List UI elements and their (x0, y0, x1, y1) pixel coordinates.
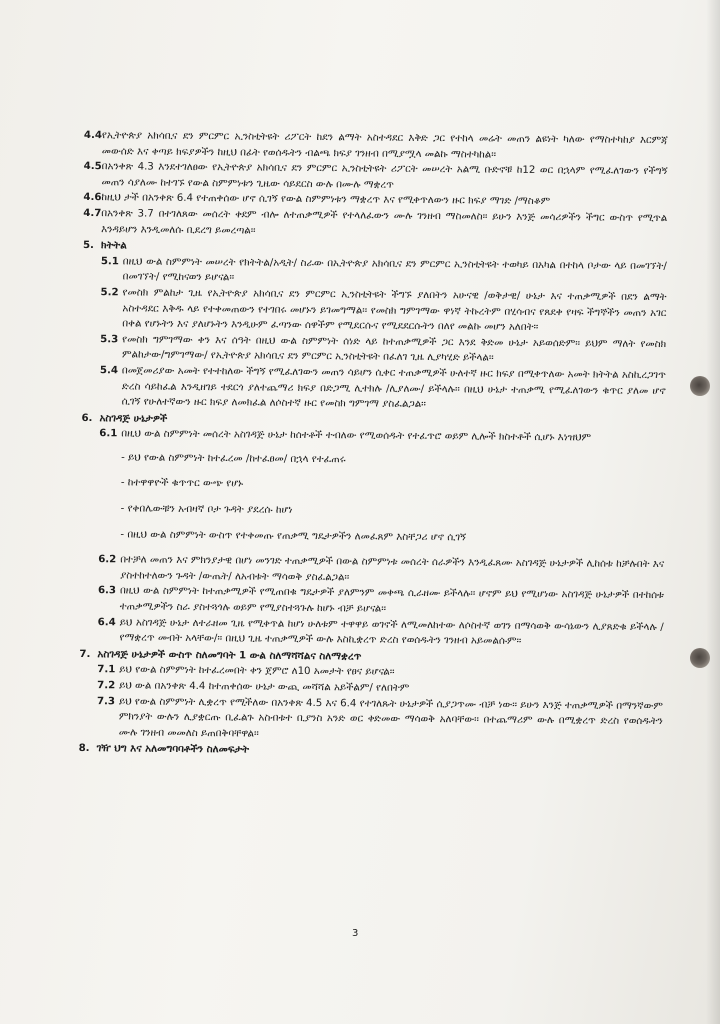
clause-number: 5. (82, 240, 94, 252)
clause-number: 4.4 (83, 129, 103, 142)
clause-number: 6.1 (99, 428, 118, 440)
clause (79, 615, 663, 651)
clause-number: 7.2 (97, 680, 116, 692)
clause-number: 8. (78, 743, 90, 755)
clause (83, 159, 667, 195)
clause-number: 5.4 (99, 365, 118, 377)
page-edge-shadow (706, 0, 720, 1024)
condition-item: - ከተዋዋዮች ቁጥጥር ውጭ የሆኑ (120, 477, 244, 490)
clause-number: 5.2 (100, 287, 119, 299)
clause (83, 254, 667, 290)
page-number: 3 (352, 928, 359, 939)
document-body (79, 128, 668, 762)
clause-text: አስገዳጅ ሁኔታዎች ውስጥ ስለመግባት 1 ውል ስለማሻሻልና ስለማቋረጥ (97, 648, 362, 663)
clause-text: ክትትል (100, 240, 127, 252)
clause-text: የኢትዮጵያ አክሳቢና ደን ምርምር ኢንስቲትዩት ሪፖርት ከደን ልማት አስተዳደር እቅድ ጋር የተከላ መሬት መጠን ልዩነት ካለው የማስተካከያ እርምጃ መውሰድ እና ቀጣይ ክፍያዎችን ከዚህ በፊት የወሰዱትን ብልጫ ክፍያ ገንዘብ በሚያሟላ መልኩ ማስተካከል፡፡ (101, 130, 668, 161)
clause (83, 206, 667, 242)
clause-text: የመስክ ምልከታ ጊዜ የኢትዮጵያ አክሳቢና ደን ምርምር ኢንስቲትዩት ችግኙ ያለበትን አሁናዊ /ወቅታዊ/ ሁኔታ እና ተጠቃሚዎች በደን ልማት አስተዳደር እቅዱ ላይ የተቀመጠውን የተገበሩ መሆኑን ይገመግማል፡፡ የመስክ ግምገማው ዋነኛ ትኩረትም በሂሳብና የጸደቀ የዛፍ ችግኞችን መጠን አገር በቀል የሆኑትን እና ያለሆኑትን እንዲሁም ፈጣንው ሰዋችም የሚደርሱና የሚደደርሱትን በለየ መልኩ መሆን አለበት፡፡ (122, 287, 667, 334)
clause (79, 694, 663, 746)
clause-number: 4.7 (83, 207, 102, 220)
clause-text: ይህ አስገዳጅ ሁኔታ ለተራዘመ ጊዜ የሚቀጥል ከሆነ ሁለቱም ተዋዋይ ወገኖች ለሚመለከተው ለሶስተኛ ወገን በማሳወቅ ውሳኔውን ሊያጸድቁ ይችላሉ /የማቋረጥ መብት አላቸው/፡፡ በዚህ ጊዜ ተጠቃሚዎች ውሉ እስኪቋረጥ ድረስ የወሰዱትን ገንዘብ አይመልሱም፡፡ (119, 616, 664, 648)
condition-list (80, 450, 665, 547)
clause-number: 7.1 (97, 664, 116, 676)
clause-text: በዚህ ውል ስምምነት ከተጠቃሚዎች የሚጠበቁ ግዴታዎች ያለምንም መቀጫ ሲራዘሙ ይችላሉ፡፡ ሆኖም ይህ የሚሆነው አስገዳጅ ሁኔታዎች በተከሰቱ ተጠቃሚዎችን ስራ ያስተጓጎሉ ወይም የሚያስተጓጉሉ ከሆኑ ብቻ ይሆናል፡፡ (119, 585, 664, 615)
clause-number: 5.1 (100, 255, 119, 268)
clause-text: በዚህ ውል ስምምነት መሰረት አስገዳጅ ሁኔታ ከሰተቶች ተብለው የሚወሰዱት የተፈጥሮ ወይም ሊሎች ክስተቶች ሲሆኑ እነዝህም (121, 428, 592, 444)
clause-number: 4.5 (83, 161, 102, 173)
clause-text: በተቻለ መጠን እና ምክንያታዊ በሆነ መንገድ ተጠቃሚዎች በውል ስምምነቱ መሰረት ሰራዎችን እንዲፈጸሙ አስገዳጅ ሁኔታዎች ሊከሰቱ ከቻሉበት እና ያስተከተለውን ጉዳት /ውጤት/ ለአብቱት ማሳወቅ ያስፈልጋል፡፡ (120, 554, 665, 584)
clause-number: 6.4 (97, 616, 116, 628)
clause-text: ገዥ ህግ እና አለመግባባቶችን ስለመፍታት (96, 743, 250, 756)
clause-number: 6.2 (98, 554, 117, 566)
clause-number: 7.3 (96, 695, 116, 707)
clause (80, 583, 664, 619)
clause-text: በመጀመሪያው አመት የተተከለው ችግኝ የሚፈለገውን መጠን ሳይሆን ሲቀር ተጠቃሚዎች ሁለተኛ ዙር ክፍያ በሚቀጥለው አመት ክትትል አስኪረጋገጥ ድረስ ሳይከፈል እንዲዘገይ ተደርጎ ያለተጨማሪ ክፍያ በድጋሚ ሊተክሉ /ሊያለሙ/ ይችላሉ፡፡ በዚህ ሁኔታ ተጠቃሚ የሚፈለገውን ቁጥር ያለመ ሆኖ ሲገኝ የሁለተኛውን ዙር ክፍያ ለመክፈል ለሶስተኛ ዙር የመስክ ግምገማ ያስፈልጋል፡፡ (121, 365, 666, 411)
clause-number: 6. (81, 412, 93, 424)
clause (82, 363, 666, 415)
clause-text: ይህ የውል ስምምነት ከተፈረመበት ቀን ጀምሮ ለ10 አመታት የፀና ይሆናል፡፡ (119, 664, 395, 679)
clause (84, 128, 668, 164)
clause (82, 332, 666, 368)
punch-hole (690, 648, 710, 668)
clause-text: አስገዳጅ ሁኔታዎች (99, 412, 168, 425)
condition-item: - ይህ የውል ስምምነት ከተፈረመ /ከተፈፀመ/ በኋላ የተፈጠሩ (121, 452, 346, 466)
punch-hole (690, 376, 710, 396)
clause-text: ይህ የውል ስምምነት ሊቋረጥ የሚችለው በአንቀጽ 4.5 እና 6.4 የተገለጹት ሁኔታዎች ሲያጋጥሙ ብቻ ነው፡፡ ይሁን እንጅ ተጠቃሚዎች በማንኛውም ምክንያት ውሉን ሊያቋርጡ ቢፈልጉ አስብቱተ ቢያንስ አንድ ወር ቀድመው ማሳወቅ አለባቸው፡፡ በተጨማሪም ውሉ በሚቋረጥ ድረስ የወሰዱትን ሙሉ ገንዘብ መመለስ ይጠበቅባቸዋል፡፡ (118, 695, 664, 740)
clause-text: ይህ ውል በአንቀጽ 4.4 ከተጠቀሰው ሁኔታ ውጪ መሻሻል አይችልም/ የለበትም (119, 680, 410, 694)
clause (82, 285, 666, 337)
condition-item: - የቀበሌውቹን አብዛኛ ቦታ ጉዳት ያደረሱ ከሆነ (120, 503, 293, 516)
clause-number: 6.3 (97, 585, 117, 597)
clause-text: የመስክ ግምገማው ቀን እና ሰዓት በዚህ ውል ስምምነት ሰነድ ላይ ከተጠቃሚዎች ጋር እንደ ቅድመ ሁኔታ አይወሰድም፡፡ ይህም ማለት የመስክ ምልከታው/ግምገማው/ የኢትዮጵያ አክሳቢና ደን ምርምር ኢንስቲትዩት በፈለገ ጊዜ ሊያካሂድ ይችላል፡፡ (121, 334, 667, 364)
clause-text: በአንቀጽ 4.3 እንደተገለፀው የኢትዮጵያ አክሳቢና ደን ምርምር ኢንስቲትዩት ሪፖርት መሠረት አልሚ ቡድኖቹ ከ12 ወር በኋላም የሚፈለገውን የችግኝ መጠን ሳያለሙ ከተገኙ የውል ስምምነቱን ጊዜው ሳይደርስ ውሉ በሙሉ ማቋረጥ (101, 161, 668, 191)
clause-number: 5.3 (100, 333, 119, 346)
condition-item: - በዚህ ውል ስምምነት ውስጥ የተቀመጡ የጠቃሚ ግዴታዎችን ለመፈጸም እስቸጋሪ ሆኖ ሲገኝ (120, 528, 467, 544)
clause (80, 552, 664, 588)
clause-text: በዚህ ውል ስምምነት መሠረት የክትትል/አዲት/ ስራው በኢትዮጵያ አክሳቢና ደን ምርምር ኢንስቲትዩት ተወካይ በአካል በተከላ ቦታው ላይ በመገኘት/በመገኘት/ የሚከናወን ይሆናል፡፡ (122, 256, 667, 284)
clause-text: በአንቀጽ 3.7 በተገለጸው መሰረት ቀደም ብሎ ለተጠቃሚዎች የተላለፈውን ሙሉ ገንዘብ ማስመለስ፡፡ ይሁን እንጅ መሳሪዎችን ችግር ውስጥ የሚጥል እንዳይሆን እንዲመለሱ ቢደረግ ይመረጣል፡፡ (101, 208, 668, 237)
clause-text: ከዚህ ታች በአንቀጽ 6.4 የተጠቀሰው ሆኖ ሲገኝ የውል ስምምነቱን ማቋረጥ እና የሚቀጥለውን ዙር ክፍያ ማገድ /ማስቆም (101, 192, 551, 208)
clause-number: 7. (79, 648, 91, 660)
clause-number: 4.6 (83, 192, 102, 204)
